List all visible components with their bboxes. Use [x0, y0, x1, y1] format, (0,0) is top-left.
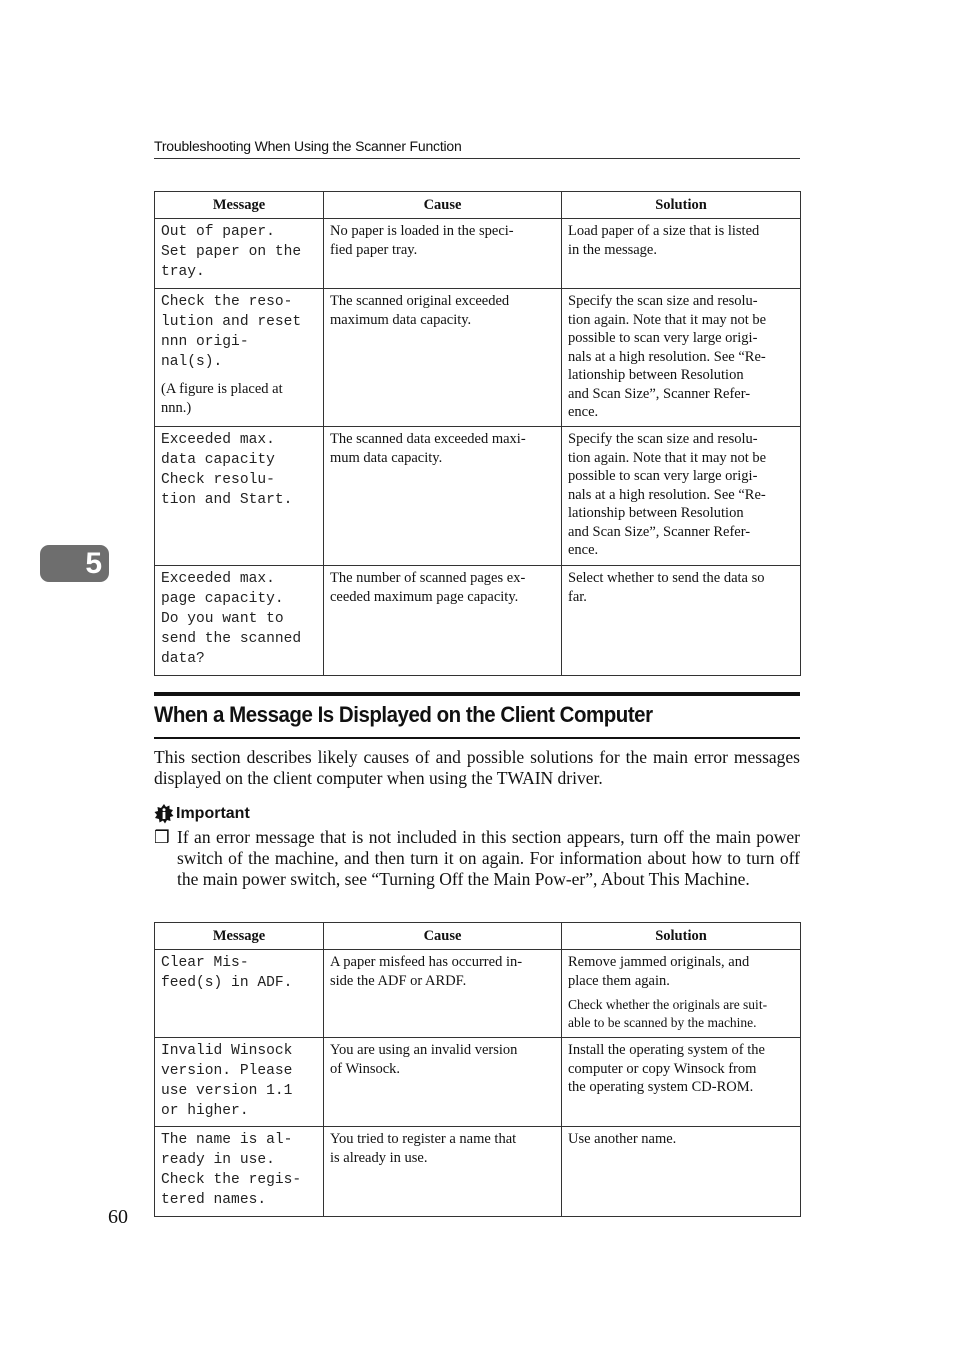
- important-bullet: [154, 827, 800, 890]
- message-text: Invalid Winsock version. Please use version 1.1 or higher.: [161, 1043, 293, 1119]
- message-text: Exceeded max. page capacity. Do you want to send the scanned data?: [161, 571, 302, 667]
- message-text: The name is al- ready in use. Check the regis- tered names.: [161, 1132, 302, 1208]
- section-title: When a Message Is Displayed on the Client Computer: [154, 702, 653, 727]
- solution-cell: Use another name.: [562, 1127, 801, 1217]
- cause-cell: You tried to register a name that is already in use.: [324, 1127, 562, 1217]
- page-number: 60: [108, 1206, 128, 1228]
- column-header-solution: Solution: [562, 192, 801, 219]
- error-message-table-scanner: [154, 191, 801, 676]
- error-message-table-client: [154, 922, 801, 1217]
- column-header-message: Message: [155, 192, 324, 219]
- cause-cell: No paper is loaded in the speci- fied paper tray.: [324, 219, 562, 289]
- message-text: Exceeded max. data capacity Check resolu- tion and Start.: [161, 432, 293, 508]
- column-header-message: Message: [155, 923, 324, 950]
- important-callout: [154, 804, 250, 824]
- message-cell: [155, 950, 324, 1038]
- column-header-cause: Cause: [324, 192, 562, 219]
- table-header-row: [155, 923, 801, 950]
- cause-cell: The scanned data exceeded maxi- mum data capacity.: [324, 427, 562, 566]
- solution-cell: Install the operating system of the computer or copy Winsock from the operating system CD-ROM.: [562, 1038, 801, 1127]
- message-cell: [155, 289, 324, 427]
- solution-cell: [562, 950, 801, 1038]
- table-row: [155, 1038, 801, 1127]
- table-row: [155, 950, 801, 1038]
- cause-cell: The number of scanned pages ex- ceeded maximum page capacity.: [324, 566, 562, 676]
- message-cell: [155, 566, 324, 676]
- message-text: Check the reso- lution and reset nnn origi- nal(s).: [161, 294, 302, 370]
- solution-cell: Load paper of a size that is listed in the message.: [562, 219, 801, 289]
- solution-cell: Specify the scan size and resolu- tion again. Note that it may not be possible to scan very large origi- nals at a high resolution. See “Re- lationship between Resolution and Scan Size”, Scanner Refer- ence.: [562, 427, 801, 566]
- message-text: Clear Mis- feed(s) in ADF.: [161, 955, 293, 991]
- solution-text: Remove jammed originals, and place them again.: [568, 954, 750, 989]
- message-note: (A figure is placed at nnn.): [161, 381, 283, 416]
- table-row: [155, 566, 801, 676]
- message-text: Out of paper. Set paper on the tray.: [161, 224, 302, 280]
- solution-cell: Specify the scan size and resolu- tion again. Note that it may not be possible to scan very large origi- nals at a high resolution. See “Re- lationship between Resolution and Scan Size”, Scanner Refer- ence.: [562, 289, 801, 427]
- solution-note: Check whether the originals are suit- able to be scanned by the machine.: [568, 997, 768, 1030]
- header-rule: [154, 158, 800, 159]
- important-label: Important: [176, 805, 250, 822]
- bullet-text: If an error message that is not included in this section appears, turn off the main power switch of the machine, and then turn it on again. For information about how to turn off the main power switch, see “Turning Off the Main Pow-er”, About This Machine.: [177, 827, 800, 889]
- important-icon: [154, 804, 174, 824]
- message-cell: [155, 427, 324, 566]
- table-header-row: [155, 192, 801, 219]
- running-header: Troubleshooting When Using the Scanner Function: [154, 138, 462, 154]
- table-row: [155, 427, 801, 566]
- solution-cell: Select whether to send the data so far.: [562, 566, 801, 676]
- table-row: [155, 219, 801, 289]
- cause-cell: The scanned original exceeded maximum data capacity.: [324, 289, 562, 427]
- section-rule-bottom: [154, 737, 800, 739]
- chapter-tab: [40, 545, 109, 582]
- chapter-number: 5: [85, 547, 102, 580]
- cause-cell: A paper misfeed has occurred in- side the ADF or ARDF.: [324, 950, 562, 1038]
- checkbox-bullet-icon: ❒: [154, 827, 170, 847]
- message-cell: [155, 1038, 324, 1127]
- section-rule-top: [154, 692, 800, 696]
- table-row: [155, 289, 801, 427]
- column-header-cause: Cause: [324, 923, 562, 950]
- cause-cell: You are using an invalid version of Winsock.: [324, 1038, 562, 1127]
- table-row: [155, 1127, 801, 1217]
- message-cell: [155, 1127, 324, 1217]
- section-intro: This section describes likely causes of and possible solutions for the main error messages displayed on the client computer when using the TWAIN driver.: [154, 747, 800, 788]
- column-header-solution: Solution: [562, 923, 801, 950]
- message-cell: [155, 219, 324, 289]
